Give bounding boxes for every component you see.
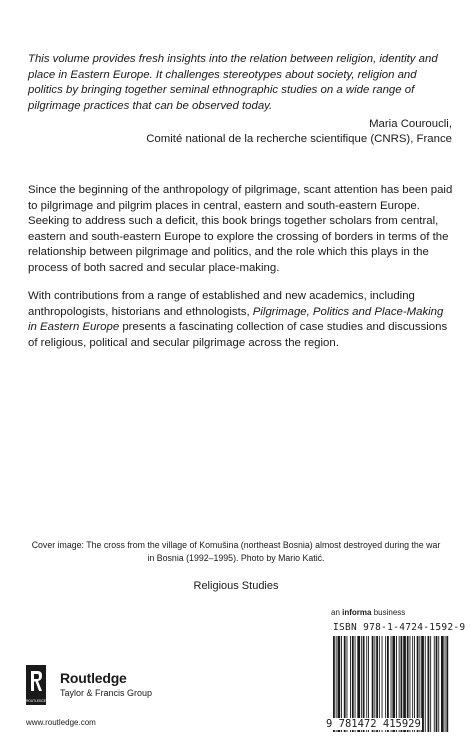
informa-business-tagline — [331, 608, 405, 617]
informa-prefix: an — [331, 608, 343, 617]
publisher-group: Taylor & Francis Group — [60, 688, 153, 698]
barcode-bar — [430, 636, 431, 732]
endorsement-name: Maria Couroucli, — [369, 118, 452, 130]
isbn-label: ISBN 978-1-4724-1592-9 — [333, 622, 466, 633]
description-paragraph-1: Since the beginning of the anthropology of pilgrimage, scant attention has been paid to pilgrimage and pilgrim places in central, eastern and south-eastern Europe. Seeking to address such a deficit, this book brings together scholars from central, eastern and south-eastern Europe to explore the crossing of borders in terms of the relationship between pilgrimage and politics, and the role which this plays in the process of both sacred and secular place-making. — [28, 184, 453, 274]
publisher-website: www.routledge.com — [26, 718, 96, 727]
barcode-bar — [428, 636, 430, 732]
description-paragraph-2 — [28, 289, 453, 351]
routledge-vertical-mark: ROUTLEDGE — [26, 699, 46, 703]
informa-brand: informa — [342, 608, 372, 617]
cover-image-caption: Cover image: The cross from the village of Komušina (northeast Bosnia) almost destroyed during the war in Bosnia (1992–1995). Photo by Mario Katić. — [31, 540, 441, 563]
barcode-bar — [446, 636, 448, 732]
subject-category: Religious Studies — [193, 580, 279, 592]
barcode-bar — [425, 636, 426, 732]
barcode-bar — [445, 636, 446, 732]
barcode-bar — [438, 636, 439, 732]
book-title: Pilgrimage, Politics and Place-Making in Eastern Europe — [28, 305, 444, 334]
paragraph-2-intro: With contributions from a range of established and new academics, including anthropologists, historians and ethnologists, — [28, 290, 415, 318]
barcode-bar — [441, 636, 444, 732]
routledge-r-icon — [26, 665, 46, 705]
barcode-bar — [434, 636, 435, 732]
publisher-name: Routledge — [60, 670, 127, 686]
informa-suffix: business — [371, 608, 406, 617]
paragraph-2-outro: presents a fascinating collection of case studies and discussions of religious, political and secular pilgrimage across the region. — [28, 321, 448, 349]
barcode-bar — [436, 636, 438, 732]
endorsement-affiliation: Comité national de la recherche scientifique (CNRS), France — [146, 133, 452, 145]
barcode-digits: 9 781472 415929 — [326, 718, 421, 730]
endorsement-quote: This volume provides fresh insights into the relation between religion, identity and place in Eastern Europe. It challenges stereotypes about society, religion and politics by bringing together seminal ethnographic studies on a wide range of pilgrimage practices that can be observed today. — [28, 53, 438, 112]
